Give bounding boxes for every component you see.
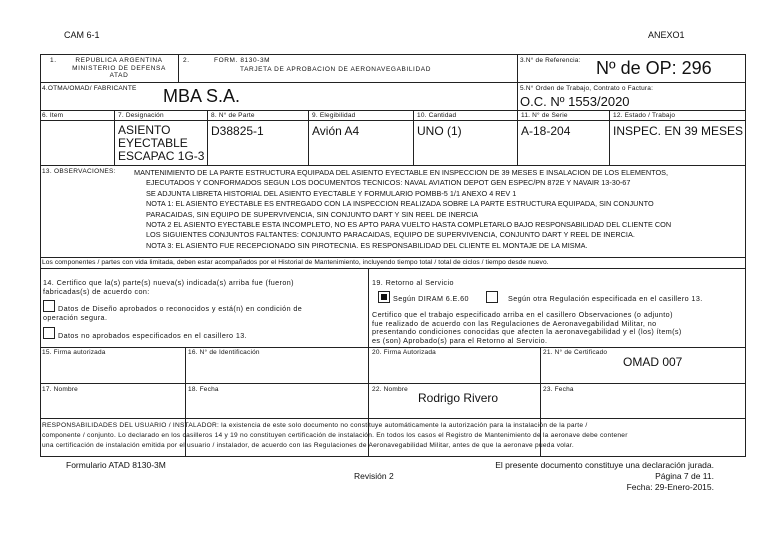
design-data-checkbox[interactable] xyxy=(43,300,55,312)
designation-value: ASIENTO EYECTABLE ESCAPAC 1G-3 xyxy=(118,123,205,163)
status-value: INSPEC. EN 39 MESES xyxy=(613,124,744,138)
other-regulation-checkbox[interactable] xyxy=(486,291,498,303)
return-service-text: Certifico que el trabajo especificado arriba en el casillero Observaciones (o adjunto) fue realizado de acuerdo con las Regulaciones de Aeronavegabilidad Militar, no presentando condiciones conocidas que afecten la aeronavegabilidad y el (los) ítem(s) es (son) Aprobado(s) para el Retorno al Servicio. xyxy=(372,310,682,345)
design-data-label: Datos de Diseño aprobados o reconocidos y está(n) en condición de xyxy=(58,304,303,313)
part-number-value: D38825-1 xyxy=(211,124,264,138)
form-code: CAM 6-1 xyxy=(64,30,100,40)
col-item: 6. Item xyxy=(42,112,64,119)
col-eligibility: 9. Elegibilidad xyxy=(312,112,356,119)
diram-label: Según DIRAM 6.E.60 xyxy=(393,294,469,303)
observations-label: 13. OBSERVACIONES: xyxy=(42,168,116,175)
manufacturer-label: 4.OTMA/OMAD/ FABRICANTE xyxy=(42,85,137,92)
form-number: FORM. 8130-3M xyxy=(214,57,271,64)
unapproved-data-label: Datos no aprobados especificados en el casillero 13. xyxy=(58,331,248,340)
name2-label: 22. Nombre xyxy=(372,386,408,393)
name-label: 17. Nombre xyxy=(42,386,78,393)
date-label: 18. Fecha xyxy=(188,386,219,393)
footer-revision: Revisión 2 xyxy=(354,471,394,481)
installer-responsibilities: RESPONSABILIDADES DEL USUARIO / INSTALADOR: la existencia de este solo documento no constituye automáticamente la autorización para la instalación de la parte / componente / conjunto. Lo declarado en los casilleros 14 y 19 no constituyen certificación de instalación. En todos los casos el Registro de Mantenimiento de la aeronave debe contener una certificación de instalación emitida por el usuario / instalador, de acuerdo con las Regulaciones de Aeronavegabilidad Militar, antes de que la aeronave pueda volar. xyxy=(42,422,628,449)
footer-form: Formulario ATAD 8130-3M xyxy=(66,460,166,470)
date2-label: 23. Fecha xyxy=(543,386,574,393)
col-serial: 11. N° de Serie xyxy=(521,112,568,119)
return-service-title: 19. Retorno al Servicio xyxy=(372,278,454,287)
col-part-number: 8. N° de Parte xyxy=(211,112,255,119)
col-designation: 7. Designación xyxy=(118,112,164,119)
quantity-value: UNO (1) xyxy=(417,124,462,138)
eligibility-value: Avión A4 xyxy=(312,124,360,138)
unapproved-data-checkbox[interactable] xyxy=(43,327,55,339)
reference-label: 3.N° de Referencia: xyxy=(520,57,581,64)
observations-text: MANTENIMIENTO DE LA PARTE ESTRUCTURA EQUIPADA DEL ASIENTO EYECTABLE EN INSPECCION DE 39 MESES E INSALACION DE LOS ELEMENTOS, EJECUTADOS Y CONFORMADOS SEGUN LOS DOCUMENTOS TECNICOS: NAVAL AVIATION DEPOT GEN ESPEC/PN 872E Y NAVAIR 13-30-67 SE ADJUNTA LIBRETA HISTORIAL DEL ASIENTO EYECTABLE Y FORMULARIO POMBB-5 1/1 ANEXO 4 REV 1 NOTA 1: EL ASIENTO EYECTABLE ES ENTREGADO CON LA INSPECCION REALIZADA SOBRE LA PARTE ESTRUCTURA EQUIPADA, SIN CONJUNTO PARACAIDAS, SIN EQUIPO DE SUPERVIVENCIA, SIN CONJUNTO DART Y SIN REEL DE INERCIA NOTA 2 EL ASIENTO EYECTABLE ESTA INCOMPLETO, NO ES APTO PARA VUELTO HASTA COMPLETARLO BAJO RESPONSABILIDAD DEL CLIENTE CON LOS SIGUIENTES CONJUNTOS FALTANTES: CONJUNTO PARACAIDAS, EQUIPO DE SUPERVIVENCIA, CONJUNTO DART Y REEL DE INERCIA. NOTA 3: EL ASIENTO FUE RECEPCIONADO SIN PIROTECNIA. ES RESPONSABILIDAD DEL CLIENTE EL MONTAJE DE LA MISMA. xyxy=(134,168,672,250)
serial-value: A-18-204 xyxy=(521,124,571,138)
annex-label: ANEXO1 xyxy=(648,30,685,40)
name2-value: Rodrigo Rivero xyxy=(418,391,499,405)
box2-number: 2. xyxy=(183,57,190,64)
footer-declaration: El presente documento constituye una declaración jurada. Página 7 de 11. Fecha: 29-Enero-2015. xyxy=(495,460,714,492)
reference-value: Nº de OP: 296 xyxy=(596,58,712,78)
other-regulation-label: Según otra Regulación especificada en el casillero 13. xyxy=(508,294,703,303)
work-order-value: O.C. Nº 1553/2020 xyxy=(520,94,630,109)
authorized-signature-label: 15. Firma autorizada xyxy=(42,349,106,356)
certificate-value: OMAD 007 xyxy=(623,355,683,369)
authorized-signature2-label: 20. Firma Autorizada xyxy=(372,349,436,356)
form-title: TARJETA DE APROBACION DE AERONAVEGABILIDAD xyxy=(240,66,431,73)
certificate-label: 21. N° de Certificado xyxy=(543,349,608,356)
diram-checkbox[interactable] xyxy=(378,291,390,303)
identification-label: 16. N° de Identificación xyxy=(188,349,260,356)
life-limited-notice: Los componentes / partes con vida limitada, deben estar acompañados por el Historial de Mantenimiento, incluyendo tiempo total / total de ciclos / tiempo desde nuevo. xyxy=(42,259,549,266)
work-order-label: 5.N° Orden de Trabajo, Contrato o Factura: xyxy=(520,85,654,92)
col-status: 12. Estado / Trabajo xyxy=(613,112,676,119)
box1-issuer: REPUBLICA ARGENTINA MINISTERIO DE DEFENSA ATAD xyxy=(72,57,166,79)
manufacturer-value: MBA S.A. xyxy=(163,86,241,106)
design-data-label-cont: operación segura. xyxy=(43,313,108,322)
cert14-text: 14. Certifico que la(s) parte(s) nueva(s) indicada(s) arriba fue (fueron) fabricadas(s) de acuerdo con: xyxy=(43,278,294,296)
col-quantity: 10. Cantidad xyxy=(417,112,457,119)
box1-number: 1. xyxy=(50,57,57,64)
